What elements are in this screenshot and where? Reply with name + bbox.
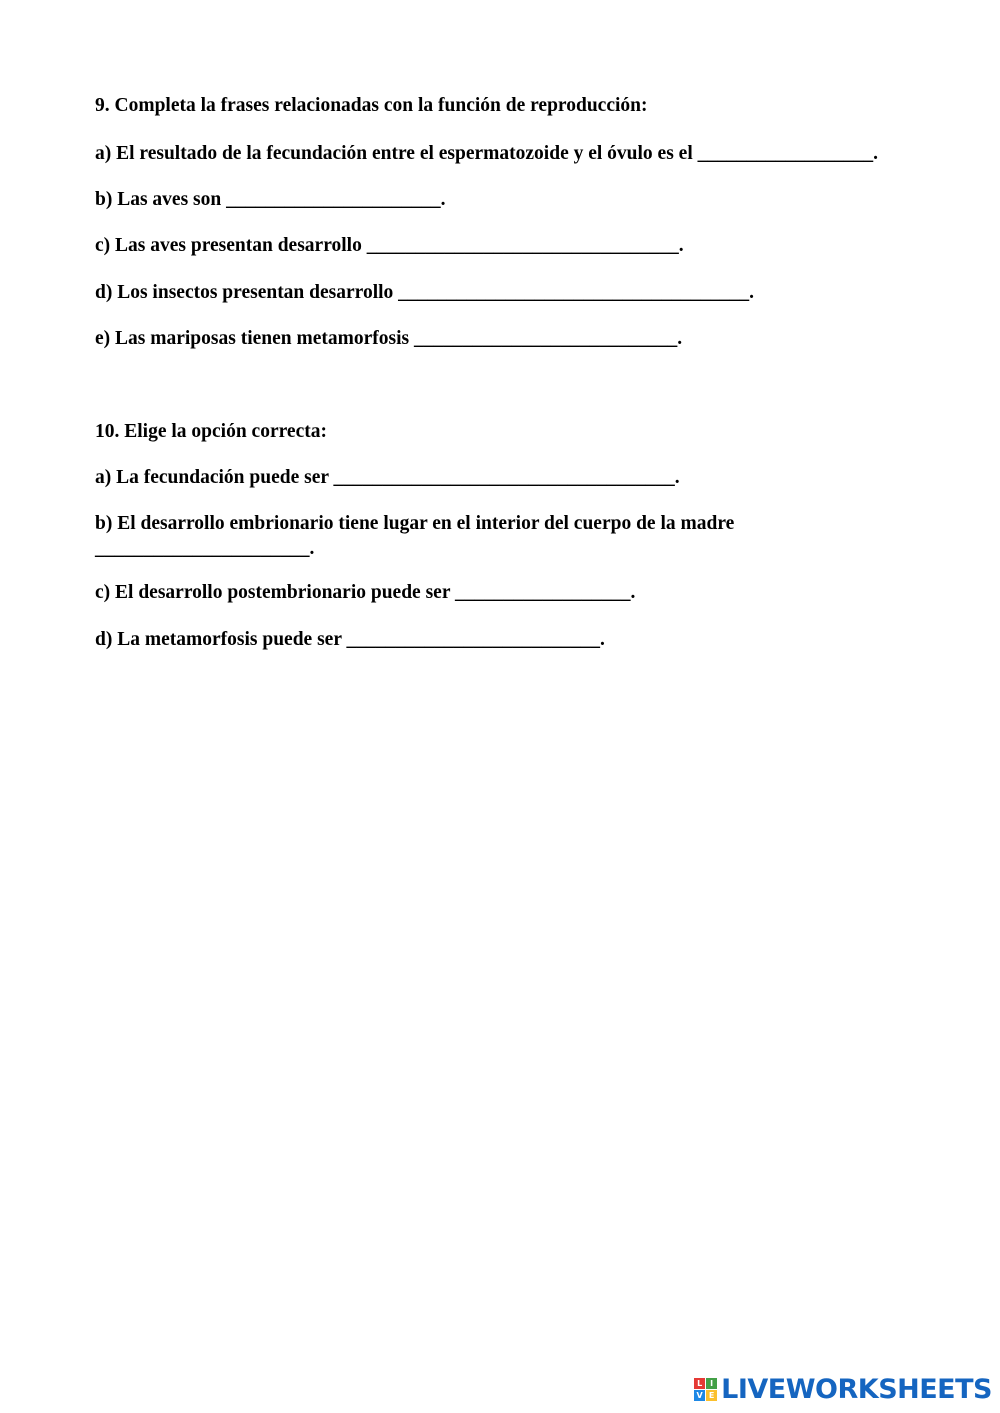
logo-mark-icon	[694, 1378, 717, 1401]
logo-tile-i: I	[706, 1378, 717, 1389]
logo-tile-e: E	[706, 1390, 717, 1401]
logo-tile-v: V	[694, 1390, 705, 1401]
question-9d: d) Los insectos presentan desarrollo ____________________________________.	[95, 282, 755, 303]
section-9-title: 9. Completa la frases relacionadas con la función de reproducción:	[95, 95, 648, 116]
question-9c: c) Las aves presentan desarrollo ________________________________.	[95, 235, 684, 256]
question-10a: a) La fecundación puede ser ___________________________________.	[95, 467, 680, 488]
liveworksheets-logo	[694, 1374, 992, 1405]
question-9a: a) El resultado de la fecundación entre el espermatozoide y el óvulo es el __________________.	[95, 143, 878, 164]
question-10b: b) El desarrollo embrionario tiene lugar en el interior del cuerpo de la madre ______________________.	[95, 513, 735, 559]
logo-text: LIVEWORKSHEETS	[721, 1374, 992, 1405]
question-9b: b) Las aves son ______________________.	[95, 189, 446, 210]
section-10-title: 10. Elige la opción correcta:	[95, 421, 327, 442]
question-10d: d) La metamorfosis puede ser __________________________.	[95, 629, 605, 650]
question-10c: c) El desarrollo postembrionario puede ser __________________.	[95, 582, 636, 603]
logo-tile-l: L	[694, 1378, 705, 1389]
question-9e: e) Las mariposas tienen metamorfosis ___________________________.	[95, 328, 683, 349]
